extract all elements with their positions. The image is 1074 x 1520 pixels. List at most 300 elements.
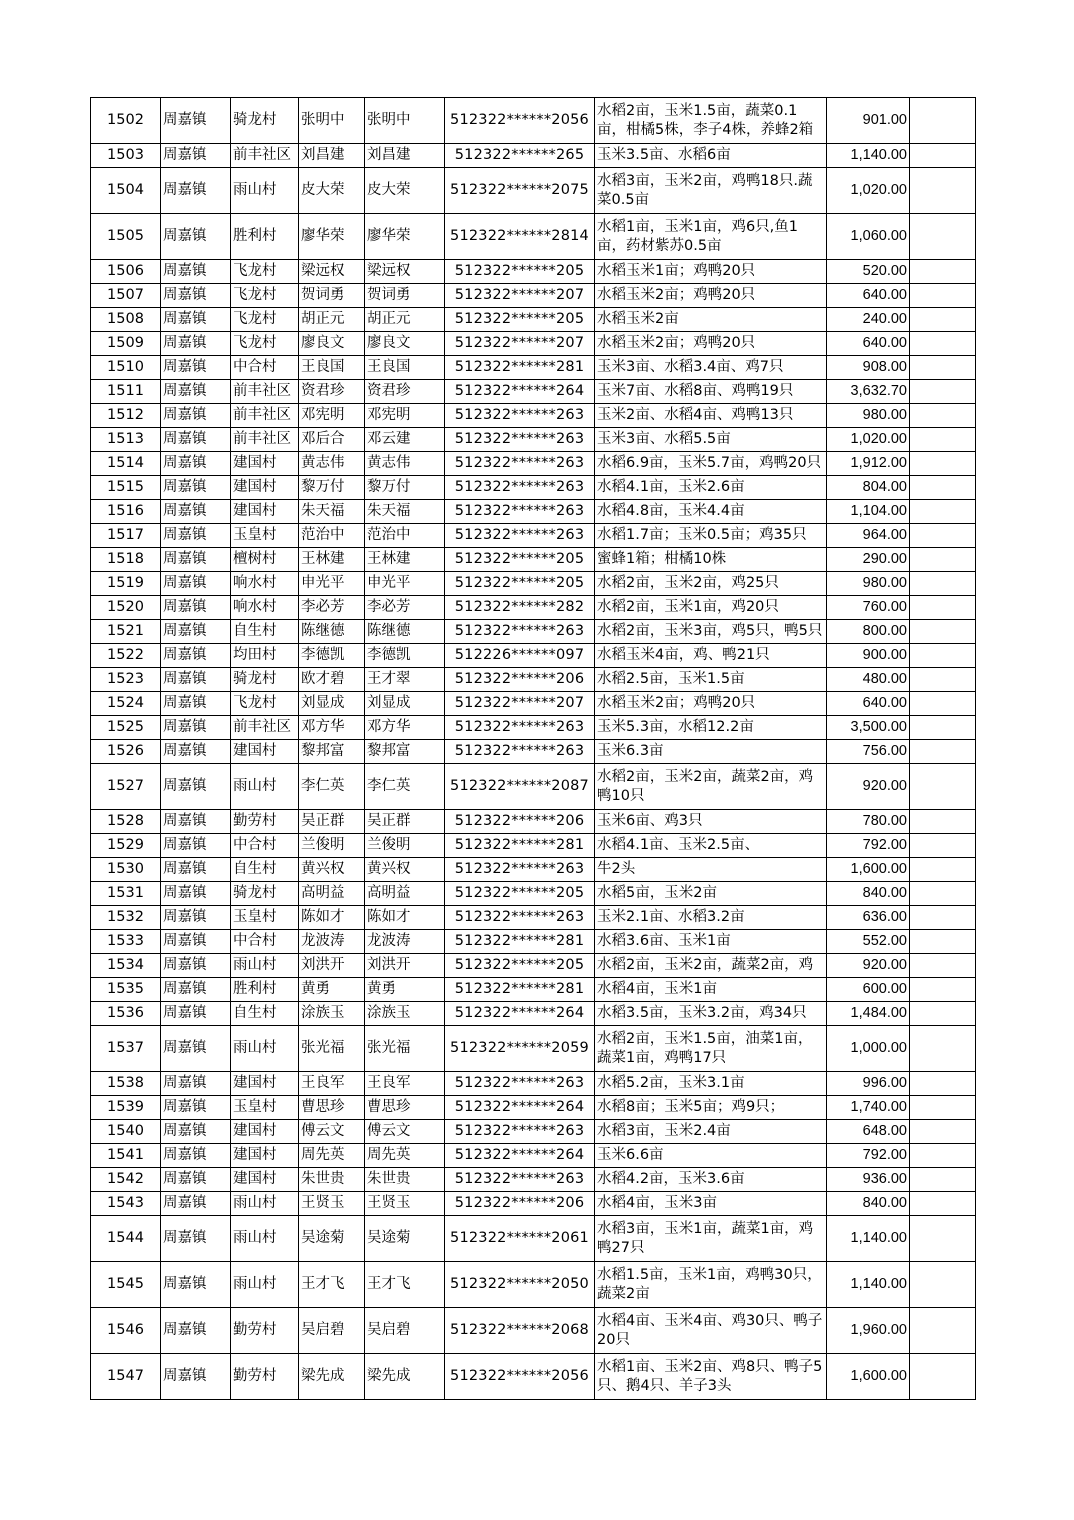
recipient-name-cell: 张光福 — [365, 1026, 445, 1072]
row-number: 1538 — [91, 1072, 161, 1096]
table-row — [91, 1354, 976, 1400]
production-description-cell: 水稻4.2亩，玉米3.6亩 — [595, 1168, 827, 1192]
town-cell: 周嘉镇 — [161, 548, 231, 572]
remarks-cell — [910, 308, 976, 332]
village-cell: 胜利村 — [231, 214, 299, 260]
row-number: 1515 — [91, 476, 161, 500]
id-number-cell: 512322******263 — [445, 620, 595, 644]
recipient-name-cell: 贺词勇 — [365, 284, 445, 308]
id-number-cell: 512322******2061 — [445, 1216, 595, 1262]
id-number-cell: 512322******263 — [445, 1072, 595, 1096]
row-number: 1509 — [91, 332, 161, 356]
row-number: 1512 — [91, 404, 161, 428]
farmer-name-cell: 胡正元 — [299, 308, 365, 332]
table-row — [91, 144, 976, 168]
remarks-cell — [910, 1262, 976, 1308]
remarks-cell — [910, 404, 976, 428]
recipient-name-cell: 曹思珍 — [365, 1096, 445, 1120]
row-number: 1506 — [91, 260, 161, 284]
remarks-cell — [910, 500, 976, 524]
village-cell: 自生村 — [231, 620, 299, 644]
amount-cell: 936.00 — [827, 1168, 910, 1192]
town-cell: 周嘉镇 — [161, 834, 231, 858]
table-row — [91, 1120, 976, 1144]
id-number-cell: 512322******207 — [445, 284, 595, 308]
amount-cell: 600.00 — [827, 978, 910, 1002]
farmer-name-cell: 廖华荣 — [299, 214, 365, 260]
farmer-name-cell: 吴正群 — [299, 810, 365, 834]
town-cell: 周嘉镇 — [161, 1026, 231, 1072]
remarks-cell — [910, 668, 976, 692]
town-cell: 周嘉镇 — [161, 168, 231, 214]
production-description-cell: 水稻玉米1亩；鸡鸭20只 — [595, 260, 827, 284]
town-cell: 周嘉镇 — [161, 906, 231, 930]
table-row — [91, 214, 976, 260]
farmer-name-cell: 申光平 — [299, 572, 365, 596]
recipient-name-cell: 范治中 — [365, 524, 445, 548]
row-number: 1533 — [91, 930, 161, 954]
remarks-cell — [910, 98, 976, 144]
farmer-name-cell: 欧才碧 — [299, 668, 365, 692]
row-number: 1502 — [91, 98, 161, 144]
town-cell: 周嘉镇 — [161, 978, 231, 1002]
table-row — [91, 548, 976, 572]
row-number: 1527 — [91, 764, 161, 810]
id-number-cell: 512322******263 — [445, 428, 595, 452]
row-number: 1513 — [91, 428, 161, 452]
recipient-name-cell: 涂族玉 — [365, 1002, 445, 1026]
row-number: 1517 — [91, 524, 161, 548]
town-cell: 周嘉镇 — [161, 380, 231, 404]
village-cell: 骑龙村 — [231, 98, 299, 144]
village-cell: 勤劳村 — [231, 1354, 299, 1400]
village-cell: 前丰社区 — [231, 716, 299, 740]
farmer-name-cell: 刘显成 — [299, 692, 365, 716]
village-cell: 建国村 — [231, 452, 299, 476]
recipient-name-cell: 廖华荣 — [365, 214, 445, 260]
recipient-name-cell: 皮大荣 — [365, 168, 445, 214]
town-cell: 周嘉镇 — [161, 308, 231, 332]
town-cell: 周嘉镇 — [161, 954, 231, 978]
production-description-cell: 玉米6.6亩 — [595, 1144, 827, 1168]
town-cell: 周嘉镇 — [161, 716, 231, 740]
table-row — [91, 1096, 976, 1120]
recipient-name-cell: 廖良文 — [365, 332, 445, 356]
remarks-cell — [910, 978, 976, 1002]
id-number-cell: 512322******264 — [445, 1096, 595, 1120]
remarks-cell — [910, 332, 976, 356]
town-cell: 周嘉镇 — [161, 1308, 231, 1354]
farmer-name-cell: 吴途菊 — [299, 1216, 365, 1262]
row-number: 1540 — [91, 1120, 161, 1144]
id-number-cell: 512322******263 — [445, 906, 595, 930]
farmer-name-cell: 李仁英 — [299, 764, 365, 810]
town-cell: 周嘉镇 — [161, 1262, 231, 1308]
amount-cell: 1,104.00 — [827, 500, 910, 524]
production-description-cell: 水稻8亩；玉米5亩；鸡9只； — [595, 1096, 827, 1120]
town-cell: 周嘉镇 — [161, 284, 231, 308]
remarks-cell — [910, 1026, 976, 1072]
row-number: 1541 — [91, 1144, 161, 1168]
production-description-cell: 水稻6.9亩，玉米5.7亩，鸡鸭20只 — [595, 452, 827, 476]
farmer-name-cell: 黎万付 — [299, 476, 365, 500]
town-cell: 周嘉镇 — [161, 596, 231, 620]
amount-cell: 1,912.00 — [827, 452, 910, 476]
id-number-cell: 512322******205 — [445, 260, 595, 284]
town-cell: 周嘉镇 — [161, 1168, 231, 1192]
remarks-cell — [910, 1120, 976, 1144]
production-description-cell: 水稻4.8亩，玉米4.4亩 — [595, 500, 827, 524]
id-number-cell: 512322******264 — [445, 1002, 595, 1026]
farmer-name-cell: 陈如才 — [299, 906, 365, 930]
farmer-name-cell: 邓方华 — [299, 716, 365, 740]
town-cell: 周嘉镇 — [161, 1354, 231, 1400]
amount-cell: 920.00 — [827, 954, 910, 978]
village-cell: 建国村 — [231, 1120, 299, 1144]
amount-cell: 901.00 — [827, 98, 910, 144]
farmer-name-cell: 邓后合 — [299, 428, 365, 452]
id-number-cell: 512322******2075 — [445, 168, 595, 214]
town-cell: 周嘉镇 — [161, 332, 231, 356]
row-number: 1539 — [91, 1096, 161, 1120]
table-row — [91, 1144, 976, 1168]
town-cell: 周嘉镇 — [161, 620, 231, 644]
farmer-name-cell: 梁远权 — [299, 260, 365, 284]
recipient-name-cell: 周先英 — [365, 1144, 445, 1168]
village-cell: 飞龙村 — [231, 308, 299, 332]
farmer-name-cell: 王林建 — [299, 548, 365, 572]
table-row — [91, 764, 976, 810]
farmer-name-cell: 皮大荣 — [299, 168, 365, 214]
village-cell: 雨山村 — [231, 168, 299, 214]
town-cell: 周嘉镇 — [161, 1072, 231, 1096]
amount-cell: 480.00 — [827, 668, 910, 692]
amount-cell: 240.00 — [827, 308, 910, 332]
amount-cell: 1,600.00 — [827, 858, 910, 882]
row-number: 1547 — [91, 1354, 161, 1400]
amount-cell: 1,600.00 — [827, 1354, 910, 1400]
farmer-name-cell: 资君珍 — [299, 380, 365, 404]
production-description-cell: 水稻2亩，玉米3亩，鸡5只，鸭5只 — [595, 620, 827, 644]
remarks-cell — [910, 1192, 976, 1216]
id-number-cell: 512322******2050 — [445, 1262, 595, 1308]
row-number: 1516 — [91, 500, 161, 524]
table-row — [91, 452, 976, 476]
id-number-cell: 512322******263 — [445, 716, 595, 740]
recipient-name-cell: 李必芳 — [365, 596, 445, 620]
village-cell: 建国村 — [231, 1168, 299, 1192]
amount-cell: 1,000.00 — [827, 1026, 910, 1072]
remarks-cell — [910, 1002, 976, 1026]
id-number-cell: 512322******205 — [445, 882, 595, 906]
town-cell: 周嘉镇 — [161, 858, 231, 882]
id-number-cell: 512322******2814 — [445, 214, 595, 260]
farmer-name-cell: 张光福 — [299, 1026, 365, 1072]
recipient-name-cell: 邓宪明 — [365, 404, 445, 428]
amount-cell: 1,020.00 — [827, 428, 910, 452]
farmer-name-cell: 黄志伟 — [299, 452, 365, 476]
amount-cell: 1,060.00 — [827, 214, 910, 260]
id-number-cell: 512322******207 — [445, 332, 595, 356]
village-cell: 雨山村 — [231, 1192, 299, 1216]
row-number: 1537 — [91, 1026, 161, 1072]
remarks-cell — [910, 764, 976, 810]
amount-cell: 804.00 — [827, 476, 910, 500]
recipient-name-cell: 胡正元 — [365, 308, 445, 332]
village-cell: 雨山村 — [231, 954, 299, 978]
recipient-name-cell: 吴启碧 — [365, 1308, 445, 1354]
village-cell: 雨山村 — [231, 764, 299, 810]
id-number-cell: 512226******097 — [445, 644, 595, 668]
row-number: 1521 — [91, 620, 161, 644]
remarks-cell — [910, 882, 976, 906]
recipient-name-cell: 陈如才 — [365, 906, 445, 930]
remarks-cell — [910, 716, 976, 740]
amount-cell: 756.00 — [827, 740, 910, 764]
farmer-name-cell: 刘昌建 — [299, 144, 365, 168]
farmer-name-cell: 兰俊明 — [299, 834, 365, 858]
recipient-name-cell: 吴正群 — [365, 810, 445, 834]
farmer-name-cell: 黄兴权 — [299, 858, 365, 882]
production-description-cell: 水稻2.5亩，玉米1.5亩 — [595, 668, 827, 692]
recipient-name-cell: 李德凯 — [365, 644, 445, 668]
table-row — [91, 930, 976, 954]
row-number: 1523 — [91, 668, 161, 692]
village-cell: 骑龙村 — [231, 668, 299, 692]
id-number-cell: 512322******281 — [445, 356, 595, 380]
town-cell: 周嘉镇 — [161, 740, 231, 764]
recipient-name-cell: 申光平 — [365, 572, 445, 596]
amount-cell: 1,960.00 — [827, 1308, 910, 1354]
farmer-name-cell: 龙波涛 — [299, 930, 365, 954]
recipient-name-cell: 吴途菊 — [365, 1216, 445, 1262]
farmer-name-cell: 周先英 — [299, 1144, 365, 1168]
village-cell: 飞龙村 — [231, 260, 299, 284]
remarks-cell — [910, 930, 976, 954]
town-cell: 周嘉镇 — [161, 1216, 231, 1262]
farmer-name-cell: 王才飞 — [299, 1262, 365, 1308]
amount-cell: 640.00 — [827, 692, 910, 716]
row-number: 1518 — [91, 548, 161, 572]
production-description-cell: 水稻4亩，玉米1亩 — [595, 978, 827, 1002]
remarks-cell — [910, 524, 976, 548]
remarks-cell — [910, 284, 976, 308]
remarks-cell — [910, 1096, 976, 1120]
town-cell: 周嘉镇 — [161, 214, 231, 260]
remarks-cell — [910, 740, 976, 764]
row-number: 1529 — [91, 834, 161, 858]
production-description-cell: 水稻2亩，玉米2亩，蔬菜2亩，鸡 — [595, 954, 827, 978]
row-number: 1520 — [91, 596, 161, 620]
id-number-cell: 512322******205 — [445, 954, 595, 978]
table-row — [91, 716, 976, 740]
town-cell: 周嘉镇 — [161, 692, 231, 716]
id-number-cell: 512322******207 — [445, 692, 595, 716]
table-row — [91, 954, 976, 978]
table-row — [91, 810, 976, 834]
production-description-cell: 水稻玉米2亩；鸡鸭20只 — [595, 332, 827, 356]
amount-cell: 1,140.00 — [827, 144, 910, 168]
village-cell: 玉皇村 — [231, 906, 299, 930]
recipient-name-cell: 刘显成 — [365, 692, 445, 716]
production-description-cell: 水稻5.2亩，玉米3.1亩 — [595, 1072, 827, 1096]
recipient-name-cell: 黎万付 — [365, 476, 445, 500]
remarks-cell — [910, 214, 976, 260]
village-cell: 自生村 — [231, 1002, 299, 1026]
town-cell: 周嘉镇 — [161, 764, 231, 810]
table-row — [91, 332, 976, 356]
table-row — [91, 882, 976, 906]
id-number-cell: 512322******263 — [445, 524, 595, 548]
amount-cell: 640.00 — [827, 284, 910, 308]
row-number: 1532 — [91, 906, 161, 930]
town-cell: 周嘉镇 — [161, 98, 231, 144]
production-description-cell: 水稻4亩，玉米3亩 — [595, 1192, 827, 1216]
production-description-cell: 水稻1.5亩，玉米1亩，鸡鸭30只，蔬菜2亩 — [595, 1262, 827, 1308]
recipient-name-cell: 李仁英 — [365, 764, 445, 810]
village-cell: 檀树村 — [231, 548, 299, 572]
amount-cell: 780.00 — [827, 810, 910, 834]
row-number: 1505 — [91, 214, 161, 260]
table-row — [91, 476, 976, 500]
recipient-name-cell: 刘昌建 — [365, 144, 445, 168]
town-cell: 周嘉镇 — [161, 260, 231, 284]
remarks-cell — [910, 260, 976, 284]
id-number-cell: 512322******2068 — [445, 1308, 595, 1354]
amount-cell: 840.00 — [827, 882, 910, 906]
production-description-cell: 水稻玉米2亩；鸡鸭20只 — [595, 284, 827, 308]
id-number-cell: 512322******281 — [445, 978, 595, 1002]
production-description-cell: 水稻3.5亩，玉米3.2亩，鸡34只 — [595, 1002, 827, 1026]
village-cell: 建国村 — [231, 476, 299, 500]
village-cell: 勤劳村 — [231, 810, 299, 834]
recipient-name-cell: 高明益 — [365, 882, 445, 906]
farmer-name-cell: 梁先成 — [299, 1354, 365, 1400]
farmer-name-cell: 傅云文 — [299, 1120, 365, 1144]
village-cell: 自生村 — [231, 858, 299, 882]
village-cell: 响水村 — [231, 572, 299, 596]
amount-cell: 3,632.70 — [827, 380, 910, 404]
farmer-name-cell: 陈继德 — [299, 620, 365, 644]
amount-cell: 980.00 — [827, 404, 910, 428]
row-number: 1504 — [91, 168, 161, 214]
row-number: 1534 — [91, 954, 161, 978]
row-number: 1514 — [91, 452, 161, 476]
farmer-name-cell: 朱世贵 — [299, 1168, 365, 1192]
production-description-cell: 水稻1亩，玉米1亩，鸡6只,鱼1亩，药材紫苏0.5亩 — [595, 214, 827, 260]
recipient-name-cell: 黄兴权 — [365, 858, 445, 882]
village-cell: 胜利村 — [231, 978, 299, 1002]
table-row — [91, 1168, 976, 1192]
farmer-name-cell: 李必芳 — [299, 596, 365, 620]
production-description-cell: 牛2头 — [595, 858, 827, 882]
town-cell: 周嘉镇 — [161, 500, 231, 524]
village-cell: 建国村 — [231, 1144, 299, 1168]
remarks-cell — [910, 572, 976, 596]
id-number-cell: 512322******263 — [445, 740, 595, 764]
town-cell: 周嘉镇 — [161, 810, 231, 834]
recipient-name-cell: 王才飞 — [365, 1262, 445, 1308]
remarks-cell — [910, 380, 976, 404]
amount-cell: 908.00 — [827, 356, 910, 380]
remarks-cell — [910, 1168, 976, 1192]
id-number-cell: 512322******281 — [445, 930, 595, 954]
village-cell: 响水村 — [231, 596, 299, 620]
table-row — [91, 1026, 976, 1072]
id-number-cell: 512322******263 — [445, 476, 595, 500]
id-number-cell: 512322******264 — [445, 380, 595, 404]
subsidy-table — [90, 97, 976, 1400]
table-row — [91, 284, 976, 308]
farmer-name-cell: 吴启碧 — [299, 1308, 365, 1354]
amount-cell: 792.00 — [827, 1144, 910, 1168]
remarks-cell — [910, 644, 976, 668]
farmer-name-cell: 王良军 — [299, 1072, 365, 1096]
table-row — [91, 740, 976, 764]
town-cell: 周嘉镇 — [161, 1002, 231, 1026]
amount-cell: 1,740.00 — [827, 1096, 910, 1120]
recipient-name-cell: 龙波涛 — [365, 930, 445, 954]
recipient-name-cell: 王良国 — [365, 356, 445, 380]
amount-cell: 996.00 — [827, 1072, 910, 1096]
village-cell: 飞龙村 — [231, 332, 299, 356]
row-number: 1543 — [91, 1192, 161, 1216]
id-number-cell: 512322******263 — [445, 500, 595, 524]
id-number-cell: 512322******205 — [445, 548, 595, 572]
village-cell: 雨山村 — [231, 1026, 299, 1072]
remarks-cell — [910, 548, 976, 572]
remarks-cell — [910, 620, 976, 644]
table-row — [91, 356, 976, 380]
village-cell: 前丰社区 — [231, 144, 299, 168]
village-cell: 建国村 — [231, 740, 299, 764]
amount-cell: 1,140.00 — [827, 1262, 910, 1308]
amount-cell: 964.00 — [827, 524, 910, 548]
recipient-name-cell: 傅云文 — [365, 1120, 445, 1144]
production-description-cell: 玉米6亩、鸡3只 — [595, 810, 827, 834]
village-cell: 玉皇村 — [231, 524, 299, 548]
id-number-cell: 512322******263 — [445, 1168, 595, 1192]
production-description-cell: 水稻4.1亩、玉米2.5亩、 — [595, 834, 827, 858]
table-row — [91, 98, 976, 144]
row-number: 1528 — [91, 810, 161, 834]
village-cell: 雨山村 — [231, 1216, 299, 1262]
town-cell: 周嘉镇 — [161, 524, 231, 548]
production-description-cell: 玉米5.3亩，水稻12.2亩 — [595, 716, 827, 740]
production-description-cell: 水稻1.7亩；玉米0.5亩；鸡35只 — [595, 524, 827, 548]
recipient-name-cell: 陈继德 — [365, 620, 445, 644]
village-cell: 骑龙村 — [231, 882, 299, 906]
production-description-cell: 水稻玉米2亩；鸡鸭20只 — [595, 692, 827, 716]
recipient-name-cell: 梁先成 — [365, 1354, 445, 1400]
farmer-name-cell: 贺词勇 — [299, 284, 365, 308]
id-number-cell: 512322******2087 — [445, 764, 595, 810]
remarks-cell — [910, 356, 976, 380]
village-cell: 中合村 — [231, 356, 299, 380]
farmer-name-cell: 张明中 — [299, 98, 365, 144]
town-cell: 周嘉镇 — [161, 476, 231, 500]
town-cell: 周嘉镇 — [161, 1192, 231, 1216]
remarks-cell — [910, 1354, 976, 1400]
farmer-name-cell: 李德凯 — [299, 644, 365, 668]
remarks-cell — [910, 428, 976, 452]
amount-cell: 920.00 — [827, 764, 910, 810]
id-number-cell: 512322******263 — [445, 858, 595, 882]
farmer-name-cell: 王贤玉 — [299, 1192, 365, 1216]
village-cell: 前丰社区 — [231, 428, 299, 452]
row-number: 1535 — [91, 978, 161, 1002]
production-description-cell: 水稻玉米4亩，鸡、鸭21只 — [595, 644, 827, 668]
